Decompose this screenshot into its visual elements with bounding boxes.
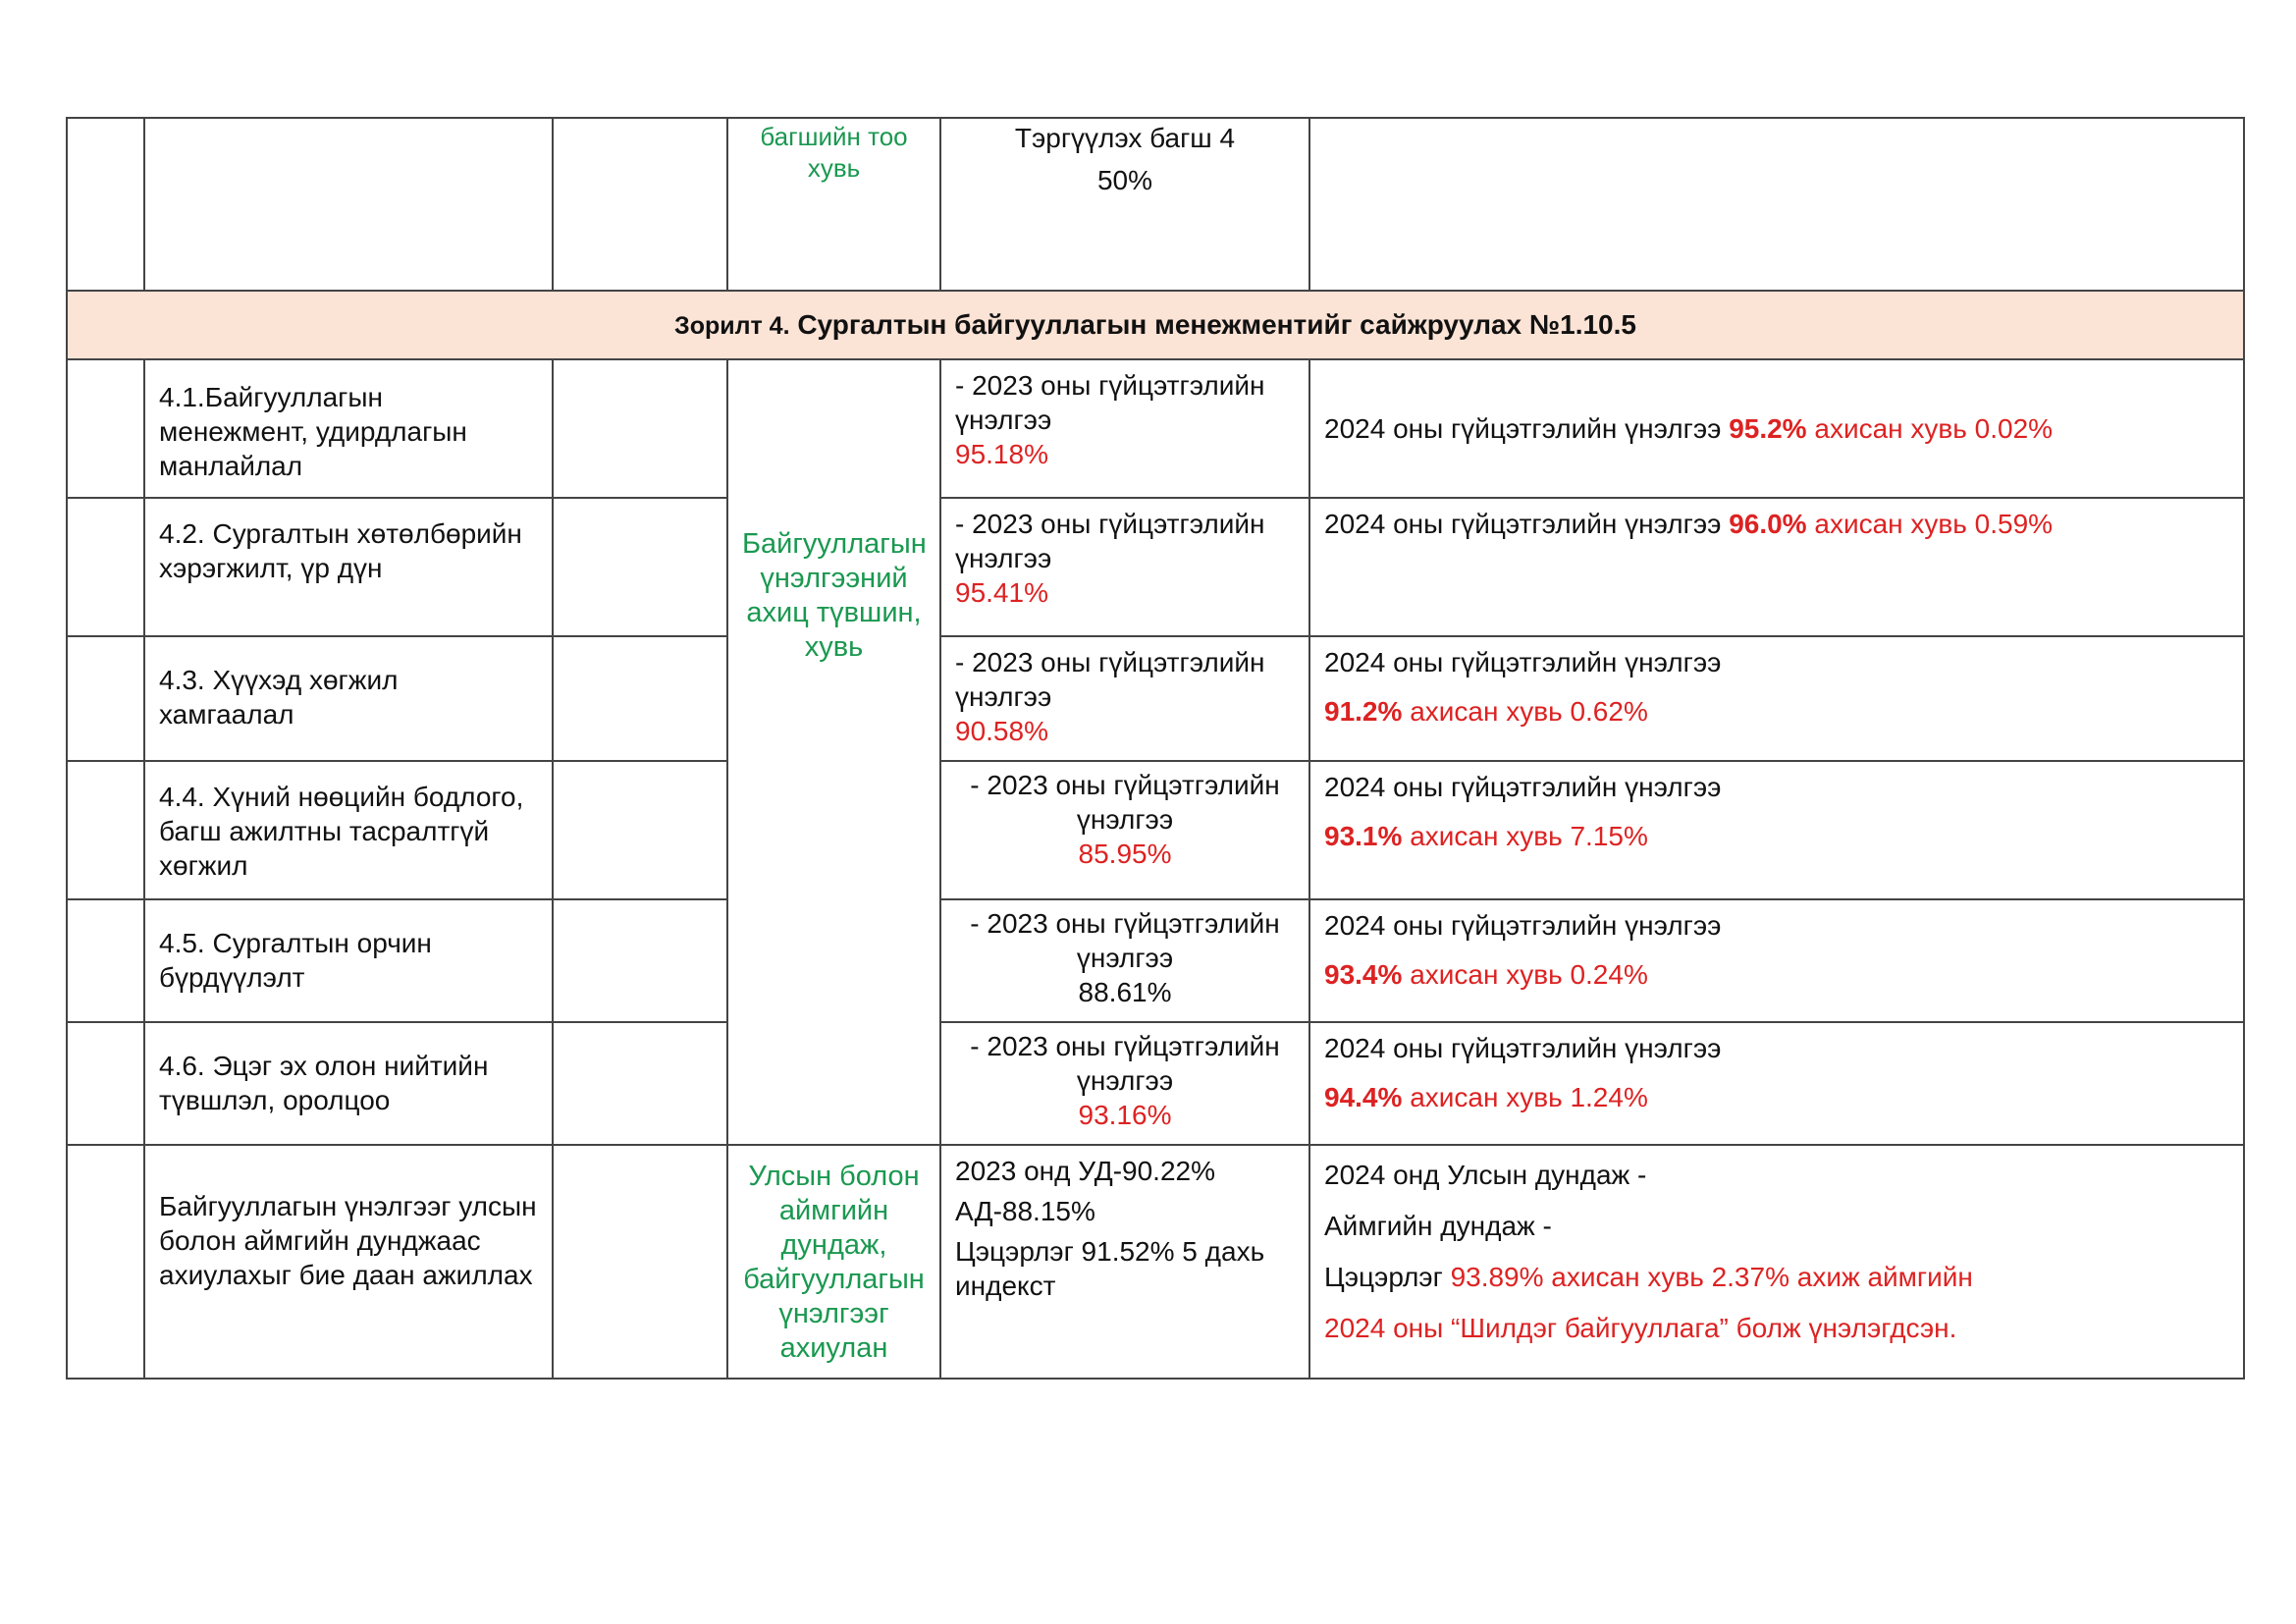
item-cell — [144, 1145, 553, 1379]
result-prefix: 2024 оны гүйцэтгэлийн үнэлгээ — [1324, 509, 1722, 539]
result-value: 91.2% — [1324, 696, 1403, 727]
goal-prefix: Зорилт 4. — [674, 311, 790, 340]
table-row-continuation — [67, 118, 2244, 291]
base-line3: Цэцэрлэг 91.52% 5 дахь индекст — [955, 1236, 1265, 1301]
item-text: 4.3. Хүүхэд хөгжил хамгаалал — [159, 665, 399, 730]
base-prefix: - 2023 оны гүйцэтгэлийн үнэлгээ — [955, 370, 1265, 435]
base-value: 90.58% — [955, 716, 1048, 746]
base-value: 88.61% — [1078, 977, 1172, 1007]
table-row — [67, 636, 2244, 761]
result-cell — [1309, 498, 2244, 636]
number-cell — [67, 899, 144, 1022]
item-cell — [144, 761, 553, 899]
goal-title: Сургалтын байгууллагын менежментийг сайжруулах №1.10.5 — [797, 308, 1636, 340]
base-prefix: - 2023 оны гүйцэтгэлийн үнэлгээ — [970, 908, 1280, 973]
result-growth: ахисан хувь 0.62% — [1410, 696, 1648, 727]
table-row — [67, 359, 2244, 498]
base-value-cell — [940, 636, 1309, 761]
result-cell — [1309, 761, 2244, 899]
base-value-line2: 50% — [1096, 165, 1153, 195]
base-value-cell — [940, 498, 1309, 636]
result-prefix: 2024 оны гүйцэтгэлийн үнэлгээ — [1324, 1033, 1722, 1063]
result-cell — [1309, 636, 2244, 761]
result-value: 95.2% — [1729, 413, 1807, 444]
responsible-cell — [553, 636, 727, 761]
base-value: 95.18% — [955, 439, 1048, 469]
plan-report-table — [66, 117, 2245, 1380]
result-prefix: 2024 оны гүйцэтгэлийн үнэлгээ — [1324, 910, 1722, 941]
result-line4: 2024 оны “Шилдэг байгууллага” болж үнэлэгдсэн. — [1324, 1313, 1957, 1343]
shared-indicator-text: Байгууллагын үнэлгээний ахиц түвшин, хувь — [742, 528, 927, 663]
base-value-cell — [940, 1145, 1309, 1379]
number-cell — [67, 359, 144, 498]
table-row — [67, 761, 2244, 899]
base-value: 85.95% — [1078, 839, 1172, 869]
result-cell — [1309, 1022, 2244, 1145]
table-row — [67, 1022, 2244, 1145]
result-line3-value: 93.89% ахисан хувь 2.37% ахиж аймгийн — [1450, 1262, 1973, 1292]
result-value: 94.4% — [1324, 1082, 1403, 1112]
shared-indicator-cell — [727, 359, 940, 1145]
goal-header-row — [67, 291, 2244, 359]
base-prefix: - 2023 оны гүйцэтгэлийн үнэлгээ — [955, 647, 1265, 712]
result-cell — [1309, 1145, 2244, 1379]
result-value: 96.0% — [1729, 509, 1807, 539]
result-prefix: 2024 оны гүйцэтгэлийн үнэлгээ — [1324, 772, 1722, 802]
number-cell — [67, 1145, 144, 1379]
result-line2: Аймгийн дундаж - — [1324, 1211, 1552, 1241]
base-value-cell — [940, 1022, 1309, 1145]
base-line2: АД-88.15% — [955, 1196, 1095, 1226]
base-value-cell — [940, 118, 1309, 291]
base-line1: 2023 онд УД-90.22% — [955, 1156, 1216, 1186]
base-value-cell — [940, 899, 1309, 1022]
table-row-national-average — [67, 1145, 2244, 1379]
base-value-cell — [940, 359, 1309, 498]
base-prefix: - 2023 оны гүйцэтгэлийн үнэлгээ — [970, 1031, 1280, 1096]
result-value: 93.4% — [1324, 959, 1403, 990]
item-cell — [144, 899, 553, 1022]
responsible-cell — [553, 1145, 727, 1379]
result-value: 93.1% — [1324, 821, 1403, 851]
result-growth: ахисан хувь 1.24% — [1410, 1082, 1648, 1112]
result-growth: ахисан хувь 0.24% — [1410, 959, 1648, 990]
indicator-text: багшийн тоо хувь — [760, 122, 908, 183]
item-cell — [144, 498, 553, 636]
responsible-cell — [553, 899, 727, 1022]
table-row — [67, 899, 2244, 1022]
item-cell — [144, 118, 553, 291]
table-row — [67, 498, 2244, 636]
result-growth: ахисан хувь 0.02% — [1814, 413, 2054, 444]
item-text: 4.6. Эцэг эх олон нийтийн түвшлэл, оролцоо — [159, 1051, 489, 1115]
goal-title-cell — [67, 291, 2244, 359]
item-cell — [144, 359, 553, 498]
number-cell — [67, 1022, 144, 1145]
item-text: 4.5. Сургалтын орчин бүрдүүлэлт — [159, 928, 432, 993]
responsible-cell — [553, 498, 727, 636]
responsible-cell — [553, 118, 727, 291]
base-value-cell — [940, 761, 1309, 899]
responsible-cell — [553, 1022, 727, 1145]
result-cell — [1309, 359, 2244, 498]
result-cell — [1309, 118, 2244, 291]
number-cell — [67, 636, 144, 761]
indicator-cell — [727, 1145, 940, 1379]
indicator-text: Улсын болон аймгийн дундаж, байгууллагын үнэлгээг ахиулан — [743, 1161, 925, 1364]
result-line1: 2024 онд Улсын дундаж - — [1324, 1160, 1647, 1190]
item-cell — [144, 1022, 553, 1145]
base-prefix: - 2023 оны гүйцэтгэлийн үнэлгээ — [955, 509, 1265, 573]
result-growth: ахисан хувь 7.15% — [1410, 821, 1648, 851]
result-growth: ахисан хувь 0.59% — [1814, 509, 2054, 539]
item-cell — [144, 636, 553, 761]
result-prefix: 2024 оны гүйцэтгэлийн үнэлгээ — [1324, 413, 1722, 444]
base-value: 95.41% — [955, 577, 1048, 608]
number-cell — [67, 498, 144, 636]
responsible-cell — [553, 761, 727, 899]
result-prefix: 2024 оны гүйцэтгэлийн үнэлгээ — [1324, 647, 1722, 677]
item-text: Байгууллагын үнэлгээг улсын болон аймгийн дунджаас ахиулахыг бие даан ажиллах — [159, 1191, 537, 1290]
result-cell — [1309, 899, 2244, 1022]
item-text: 4.1.Байгууллагын менежмент, удирдлагын манлайлал — [159, 382, 467, 481]
responsible-cell — [553, 359, 727, 498]
number-cell — [67, 761, 144, 899]
base-value-line1: Тэргүүлэх багш 4 — [1014, 123, 1236, 153]
item-text: 4.2. Сургалтын хөтөлбөрийн хэрэгжилт, үр дүн — [159, 518, 522, 583]
result-line3-prefix: Цэцэрлэг — [1324, 1262, 1443, 1292]
indicator-cell — [727, 118, 940, 291]
base-value: 93.16% — [1078, 1100, 1172, 1130]
number-cell — [67, 118, 144, 291]
item-text: 4.4. Хүний нөөцийн бодлого, багш ажилтны тасралтгүй хөгжил — [159, 782, 524, 881]
base-prefix: - 2023 оны гүйцэтгэлийн үнэлгээ — [970, 770, 1280, 835]
